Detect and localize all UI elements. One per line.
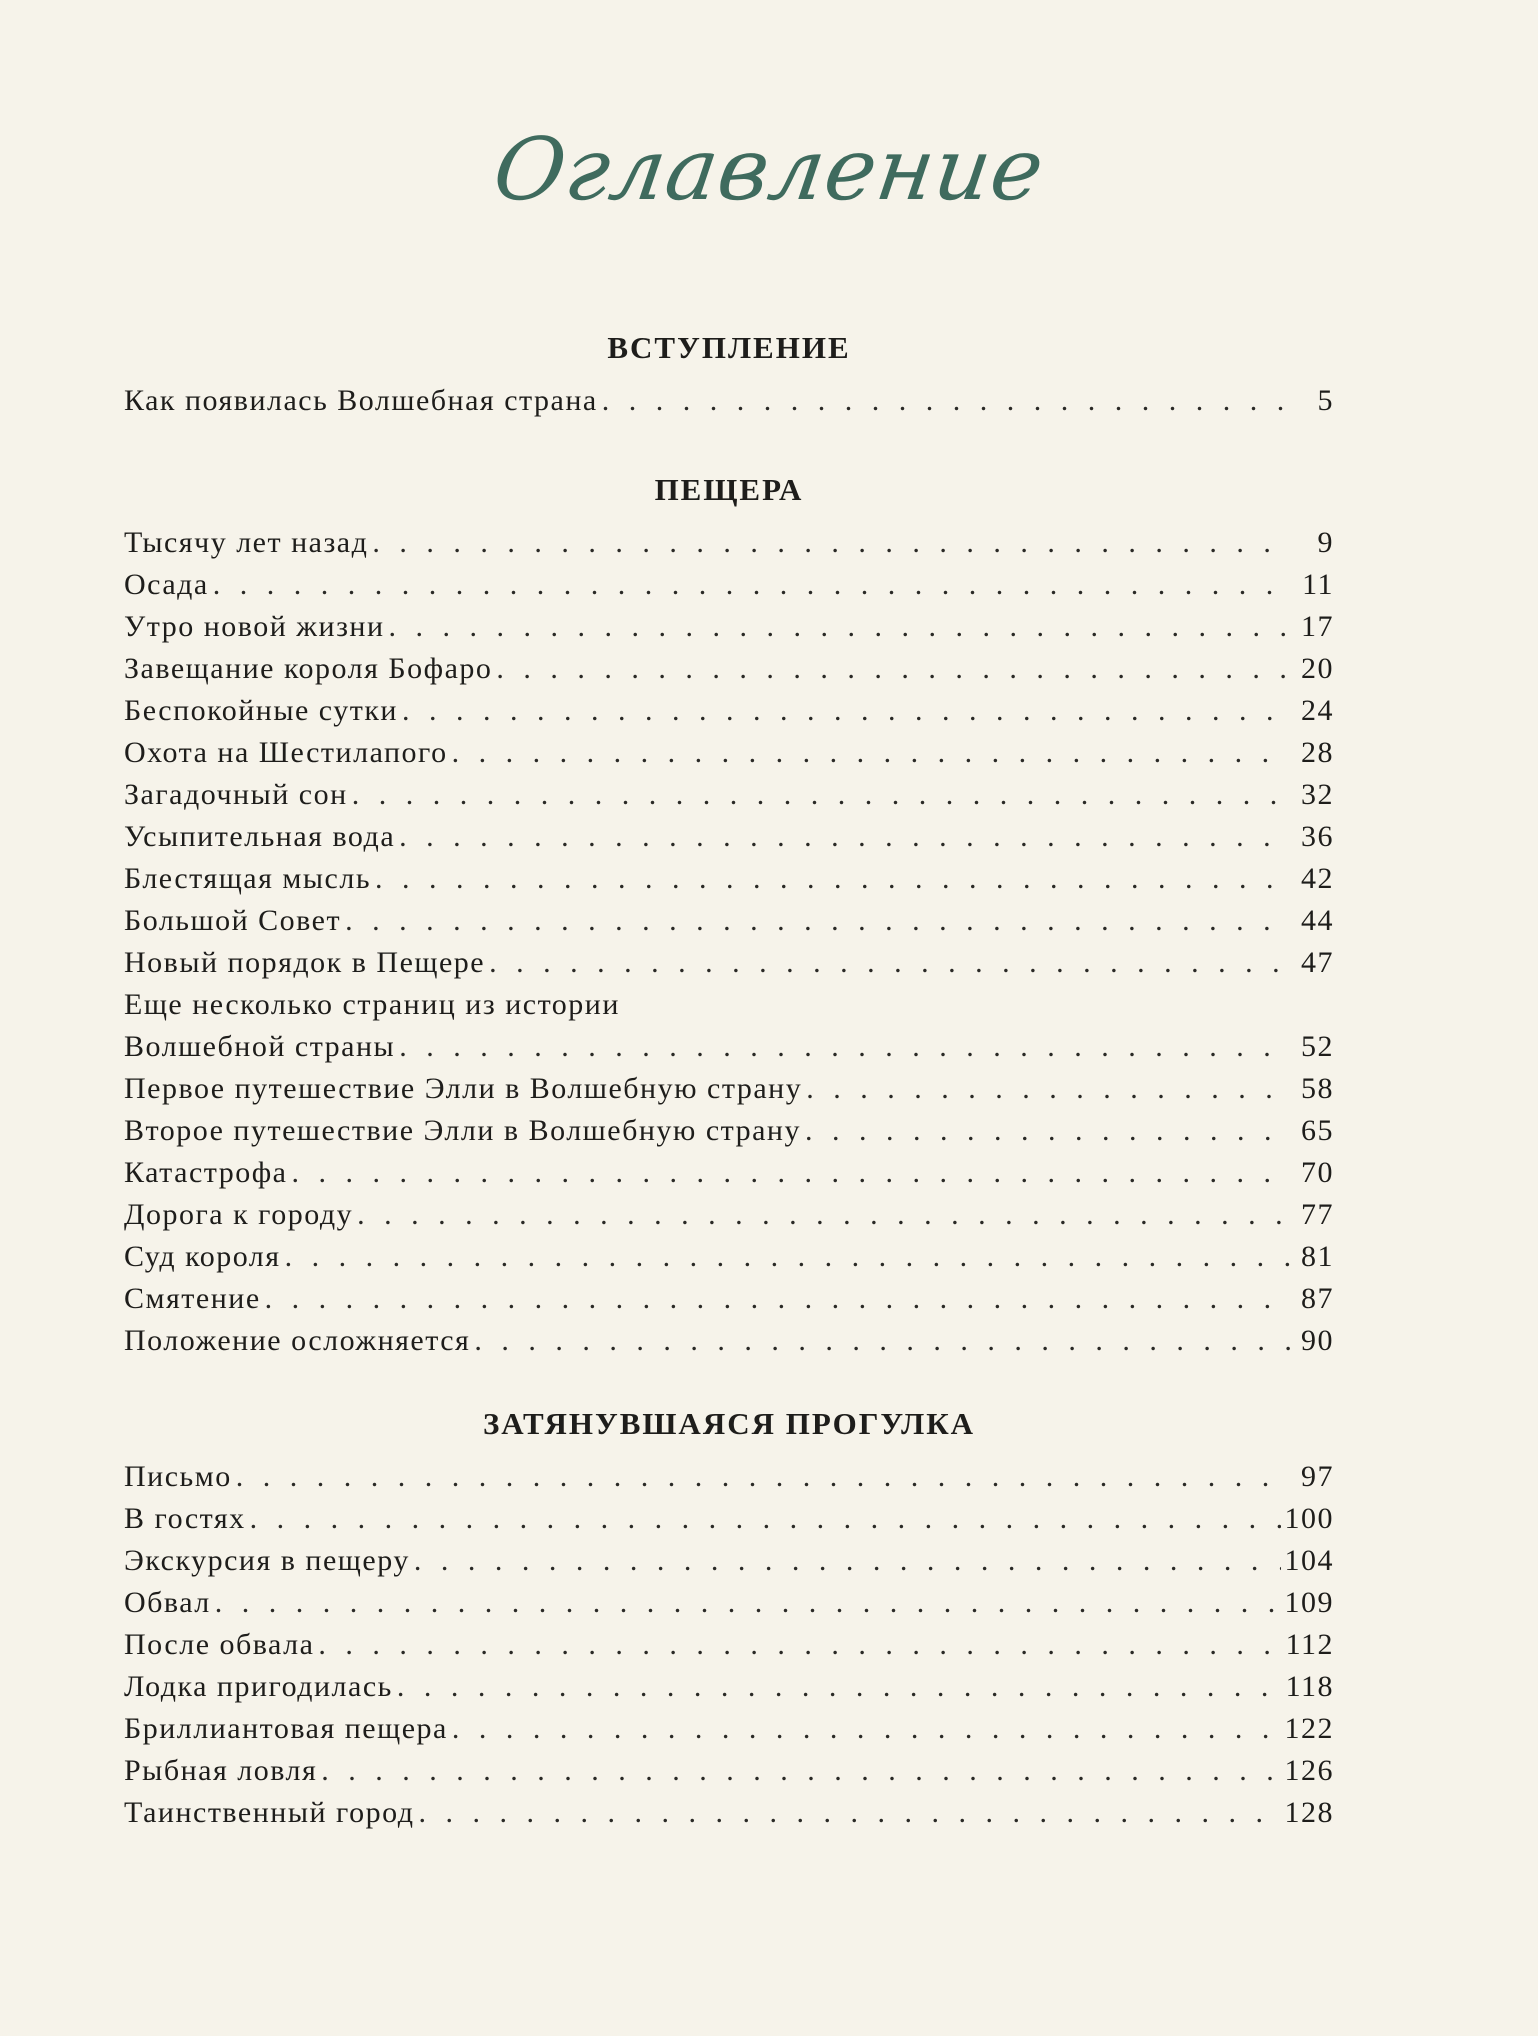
toc-entry[interactable] xyxy=(124,1072,1334,1112)
toc-entry-page: 70 xyxy=(1301,1156,1334,1189)
toc-entry[interactable] xyxy=(124,1030,1334,1070)
toc-entry[interactable] xyxy=(124,526,1334,566)
toc-entry[interactable] xyxy=(124,694,1334,734)
leader-dots xyxy=(419,1796,1281,1830)
toc-entry-title: Обвал xyxy=(124,1586,211,1619)
leader-dots xyxy=(452,736,1290,770)
toc-entry-title: Утро новой жизни xyxy=(124,610,385,643)
toc-entry-title: Суд короля xyxy=(124,1240,281,1273)
toc-entry[interactable] xyxy=(124,1628,1334,1668)
toc-entry[interactable] xyxy=(124,1460,1334,1500)
toc-entry-title: Лодка пригодилась xyxy=(124,1670,393,1703)
leader-dots xyxy=(265,1282,1290,1316)
leader-dots xyxy=(414,1544,1281,1578)
toc-entry[interactable] xyxy=(124,1544,1334,1584)
leader-dots xyxy=(806,1072,1290,1106)
toc-entry[interactable] xyxy=(124,1324,1334,1364)
toc-entry-page: 90 xyxy=(1301,1324,1334,1357)
page-title: Оглавление xyxy=(487,120,1051,220)
toc-entry-page: 100 xyxy=(1284,1502,1334,1535)
leader-dots xyxy=(345,904,1290,938)
toc-entry-title: Охота на Шестилапого xyxy=(124,736,448,769)
toc-entry-title: Экскурсия в пещеру xyxy=(124,1544,410,1577)
toc-entry[interactable] xyxy=(124,1198,1334,1238)
leader-dots xyxy=(496,652,1290,686)
toc-entry-page: 104 xyxy=(1284,1544,1334,1577)
toc-entry-page: 9 xyxy=(1317,526,1334,559)
leader-dots xyxy=(389,610,1290,644)
toc-entry[interactable] xyxy=(124,384,1334,424)
toc-entry-title: Большой Совет xyxy=(124,904,342,937)
toc-entry-page: 87 xyxy=(1301,1282,1334,1315)
toc-entry-title: Загадочный сон xyxy=(124,778,348,811)
toc-entry-title: Бриллиантовая пещера xyxy=(124,1712,448,1745)
leader-dots xyxy=(285,1240,1290,1274)
toc-entry-page: 28 xyxy=(1301,736,1334,769)
toc-entry[interactable] xyxy=(124,904,1334,944)
leader-dots xyxy=(474,1324,1290,1358)
toc-entry-title: Рыбная ловля xyxy=(124,1754,318,1787)
leader-dots xyxy=(399,1030,1290,1064)
toc-entry[interactable] xyxy=(124,820,1334,860)
toc-entry-page: 109 xyxy=(1284,1586,1334,1619)
toc-entry-title: Катастрофа xyxy=(124,1156,288,1189)
toc-entry-page: 112 xyxy=(1285,1628,1334,1661)
toc-entry[interactable] xyxy=(124,862,1334,902)
toc-entry-title: Усыпительная вода xyxy=(124,820,396,853)
toc-entry-page: 42 xyxy=(1301,862,1334,895)
toc-entry[interactable] xyxy=(124,1754,1334,1794)
toc-entry-page: 65 xyxy=(1301,1114,1334,1147)
leader-dots xyxy=(452,1712,1281,1746)
section-heading: ЗАТЯНУВШАЯСЯ ПРОГУЛКА xyxy=(482,1406,976,1441)
toc-entry-page: 128 xyxy=(1284,1796,1334,1829)
section-heading: ПЕЩЕРА xyxy=(654,472,804,507)
toc-entry[interactable] xyxy=(124,1502,1334,1542)
toc-entry-title: Таинственный город xyxy=(124,1796,415,1829)
leader-dots xyxy=(357,1198,1290,1232)
leader-dots xyxy=(372,526,1290,560)
toc-entry-title: Блестящая мысль xyxy=(124,862,372,895)
toc-entry[interactable] xyxy=(124,1670,1334,1710)
toc-entry-title: Волшебной страны xyxy=(124,1030,396,1063)
toc-entry-title: Завещание короля Бофаро xyxy=(124,652,493,685)
toc-entry-page: 126 xyxy=(1284,1754,1334,1787)
toc-entry-page: 32 xyxy=(1301,778,1334,811)
leader-dots xyxy=(352,778,1290,812)
toc-entry-title: Первое путешествие Элли в Волшебную страну xyxy=(124,1072,803,1105)
toc-entry[interactable] xyxy=(124,1114,1334,1154)
leader-dots xyxy=(489,946,1290,980)
toc-entry-title: Смятение xyxy=(124,1282,261,1315)
toc-entry[interactable] xyxy=(124,1712,1334,1752)
toc-entry-page: 122 xyxy=(1284,1712,1334,1745)
toc-entry-page: 17 xyxy=(1301,610,1334,643)
toc-entry[interactable] xyxy=(124,1796,1334,1836)
toc-entry-page: 20 xyxy=(1301,652,1334,685)
toc-entry-title: Положение осложняется xyxy=(124,1324,471,1357)
toc-entry-title: Дорога к городу xyxy=(124,1198,354,1231)
toc-entry-page: 58 xyxy=(1301,1072,1334,1105)
toc-entry[interactable] xyxy=(124,568,1334,608)
toc-entry[interactable] xyxy=(124,988,1334,1028)
toc-entry-page: 5 xyxy=(1317,384,1334,417)
toc-entry-title: Осада xyxy=(124,568,209,601)
toc-entry-page: 44 xyxy=(1301,904,1334,937)
toc-entry-page: 11 xyxy=(1302,568,1334,601)
toc-entry-title: Письмо xyxy=(124,1460,232,1493)
leader-dots xyxy=(321,1754,1280,1788)
toc-entry-title: Как появилась Волшебная страна xyxy=(124,384,598,417)
leader-dots xyxy=(402,694,1290,728)
toc-entry-title: Беспокойные сутки xyxy=(124,694,398,727)
toc-entry-page: 118 xyxy=(1285,1670,1334,1703)
leader-dots xyxy=(805,1114,1290,1148)
toc-entry-page: 77 xyxy=(1301,1198,1334,1231)
leader-dots xyxy=(250,1502,1281,1536)
leader-dots xyxy=(318,1628,1281,1662)
toc-entry-page: 47 xyxy=(1301,946,1334,979)
leader-dots xyxy=(213,568,1290,602)
leader-dots xyxy=(602,384,1290,418)
leader-dots xyxy=(292,1156,1291,1190)
toc-entry-page: 24 xyxy=(1301,694,1334,727)
leader-dots xyxy=(397,1670,1282,1704)
toc-entry-title: Тысячу лет назад xyxy=(124,526,369,559)
toc-entry-page: 81 xyxy=(1301,1240,1334,1273)
toc-entry-page: 52 xyxy=(1301,1030,1334,1063)
toc-entry-page: 97 xyxy=(1301,1460,1334,1493)
leader-dots xyxy=(375,862,1290,896)
leader-dots xyxy=(236,1460,1290,1494)
section-heading: ВСТУПЛЕНИЕ xyxy=(607,330,851,365)
toc-entry-title: Второе путешествие Элли в Волшебную страну xyxy=(124,1114,801,1147)
toc-entry-title: В гостях xyxy=(124,1502,246,1535)
toc-entry[interactable] xyxy=(124,1156,1334,1196)
toc-entry-title: Еще несколько страниц из истории xyxy=(124,988,620,1021)
toc-entry[interactable] xyxy=(124,610,1334,650)
toc-entry[interactable] xyxy=(124,946,1334,986)
leader-dots xyxy=(399,820,1290,854)
toc-entry[interactable] xyxy=(124,778,1334,818)
toc-entry-title: Новый порядок в Пещере xyxy=(124,946,486,979)
leader-dots xyxy=(215,1586,1281,1620)
toc-entry-title: После обвала xyxy=(124,1628,315,1661)
toc-entry[interactable] xyxy=(124,1240,1334,1280)
toc-entry-page: 36 xyxy=(1301,820,1334,853)
toc-entry[interactable] xyxy=(124,736,1334,776)
toc-entry[interactable] xyxy=(124,1282,1334,1322)
toc-entry[interactable] xyxy=(124,1586,1334,1626)
toc-entry[interactable] xyxy=(124,652,1334,692)
